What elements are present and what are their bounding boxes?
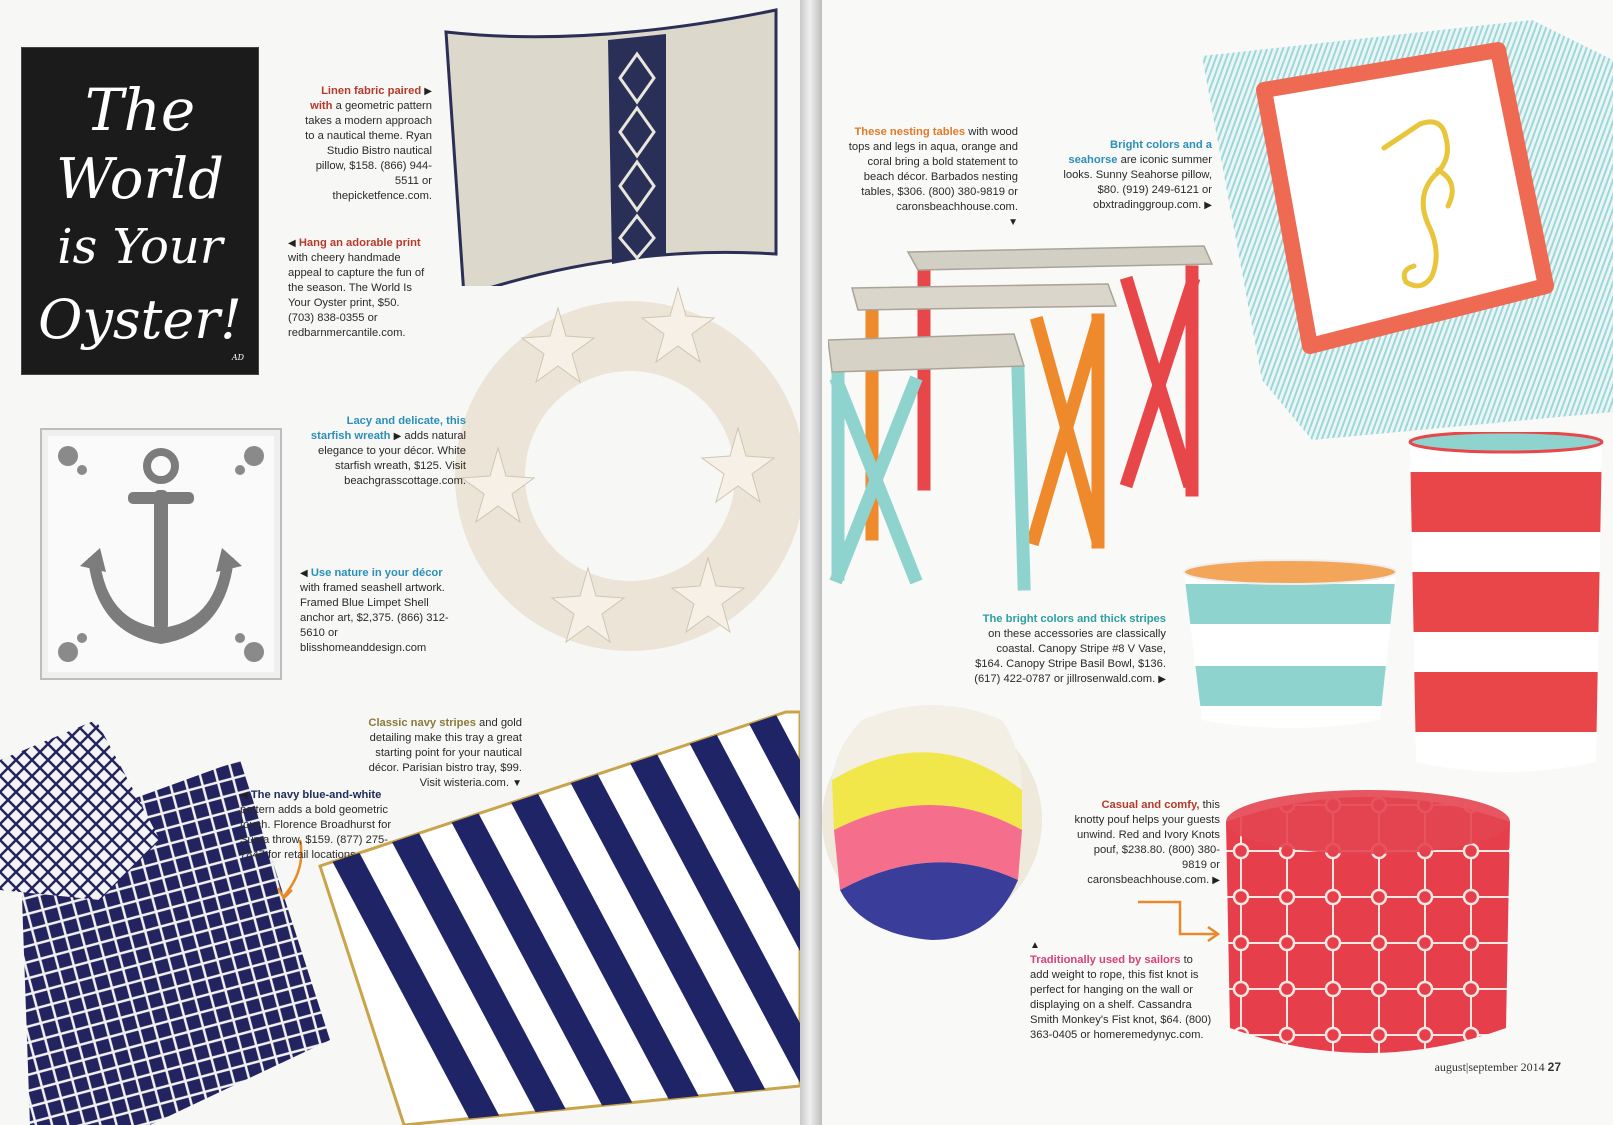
poster-line-3: is Your	[57, 219, 223, 275]
caption-pillow-lead-2: with	[310, 100, 333, 112]
linen-pillow	[440, 8, 780, 286]
canopy-stripe-bowl	[1180, 558, 1400, 732]
caption-knot-lead: Traditionally used by sailors	[1030, 954, 1181, 966]
nesting-tables	[828, 244, 1228, 614]
pointer-right-icon: ▶	[393, 431, 402, 442]
pointer-down-icon: ▼	[512, 778, 522, 789]
caption-seahorse	[1062, 138, 1212, 213]
caption-shell-art-body: with framed seashell artwork. Framed Blue Limpet Shell anchor art, $2,375. (866) 312-5610 or blisshomeanddesign.com	[300, 582, 449, 654]
pointer-down-icon: ▼	[1008, 217, 1018, 228]
caption-print-lead: Hang an adorable print	[298, 237, 421, 249]
canopy-stripe-vase	[1406, 432, 1606, 776]
pointer-right-icon: ▶	[1158, 674, 1166, 685]
poster-line-2: World	[56, 147, 224, 212]
oyster-print-lettering	[22, 48, 258, 374]
caption-wreath-body: adds natural elegance to your décor. White starfish wreath, $125. Visit beachgrasscottage.com.	[317, 430, 466, 487]
caption-pillow-body: a geometric pattern takes a modern approach to a nautical theme. Ryan Studio Bistro nautical pillow, $158. (866) 944-5511 or thepicketfence.com.	[305, 100, 432, 202]
caption-stripes-body: on these accessories are classically coastal. Canopy Stripe #8 V Vase, $164. Canopy Stripe Basil Bowl, $136. (617) 422-0787 or jillrosenwald.com.	[974, 628, 1166, 685]
starfish-wreath	[430, 276, 800, 676]
pointer-right-icon: ▶	[1204, 200, 1212, 211]
shell-anchor-art	[40, 428, 282, 680]
caption-knot-body: to add weight to rope, this fist knot is perfect for hanging on the wall or displaying on a shelf. Cassandra Smith Monkey's Fist knot, $64. (800) 363-0405 or homeremedynyc.com.	[1030, 954, 1212, 1041]
caption-throw-body: pattern adds a bold geometric touch. Florence Broadhurst for Surya throw, $159. (877) 275-7847 for retail locations.	[240, 804, 392, 861]
caption-nesting-tables-body: with wood tops and legs in aqua, orange and coral bring a bold statement to beach décor. Barbados nesting tables, $306. (800) 380-9819 or caronsbeachhouse.com.	[848, 126, 1018, 213]
oyster-print	[22, 48, 258, 374]
orange-arrow-icon	[1136, 896, 1220, 942]
caption-nesting-tables-lead: These nesting tables	[854, 126, 966, 138]
caption-pouf-lead: Casual and comfy,	[1101, 799, 1200, 811]
caption-pillow-lead: Linen fabric paired	[321, 85, 422, 97]
anchor-icon	[80, 452, 242, 644]
caption-throw-lead: The navy blue-and-white	[250, 789, 382, 801]
caption-tray	[356, 716, 522, 791]
caption-pouf	[1070, 798, 1220, 888]
pointer-right-icon: ▶	[424, 86, 432, 97]
pointer-left-icon: ◀	[288, 238, 296, 249]
caption-shell-art	[300, 566, 450, 656]
pointer-up-icon: ▲	[1030, 940, 1040, 951]
pointer-left-icon: ◀	[240, 790, 248, 801]
pointer-right-icon: ▶	[1212, 875, 1220, 886]
caption-print-body: with cheery handmade appeal to capture the fun of the season. The World Is Your Oyster print, $50. (703) 838-0355 or redbarnmercantile.com.	[288, 252, 425, 339]
caption-nesting-tables	[842, 125, 1018, 230]
caption-shell-art-lead: Use nature in your décor	[310, 567, 443, 579]
caption-pillow	[296, 84, 432, 204]
knots-pouf	[1218, 782, 1518, 1062]
right-page	[822, 0, 1613, 1125]
caption-print	[288, 236, 428, 341]
caption-throw	[240, 788, 410, 863]
navy-throw	[0, 720, 330, 1125]
seahorse-pillow	[1202, 20, 1613, 440]
caption-seahorse-lead: Bright colors and a seahorse	[1068, 139, 1212, 166]
poster-line-1: The	[84, 76, 196, 144]
poster-signature: AD	[231, 353, 245, 362]
caption-tray-body: and gold detailing make this tray a great starting point for your nautical décor. Parisian bistro tray, $99. Visit wisteria.com.	[368, 717, 522, 789]
folio-issue: august|september 2014	[1434, 1060, 1545, 1074]
monkey-fist-knot	[822, 680, 1042, 970]
caption-wreath-lead: Lacy and delicate, this starfish wreath	[310, 415, 466, 442]
caption-tray-lead: Classic navy stripes	[368, 717, 476, 729]
caption-stripes	[970, 612, 1166, 687]
pointer-left-icon: ◀	[300, 568, 308, 579]
poster-line-4: Oyster!	[38, 288, 242, 351]
folio-page-number: 27	[1547, 1060, 1561, 1074]
page-gutter	[800, 0, 822, 1125]
caption-wreath	[310, 414, 466, 489]
page-folio	[1435, 1060, 1561, 1075]
caption-stripes-lead: The bright colors and thick stripes	[982, 613, 1166, 625]
left-page	[0, 0, 800, 1125]
caption-seahorse-body: are iconic summer looks. Sunny Seahorse pillow, $80. (919) 249-6121 or obxtradinggroup.com.	[1063, 154, 1212, 211]
caption-pouf-body: this knotty pouf helps your guests unwind. Red and Ivory Knots pouf, $238.80. (800) 380-9819 or caronsbeachhouse.com.	[1074, 799, 1220, 886]
caption-knot	[1030, 938, 1214, 1043]
